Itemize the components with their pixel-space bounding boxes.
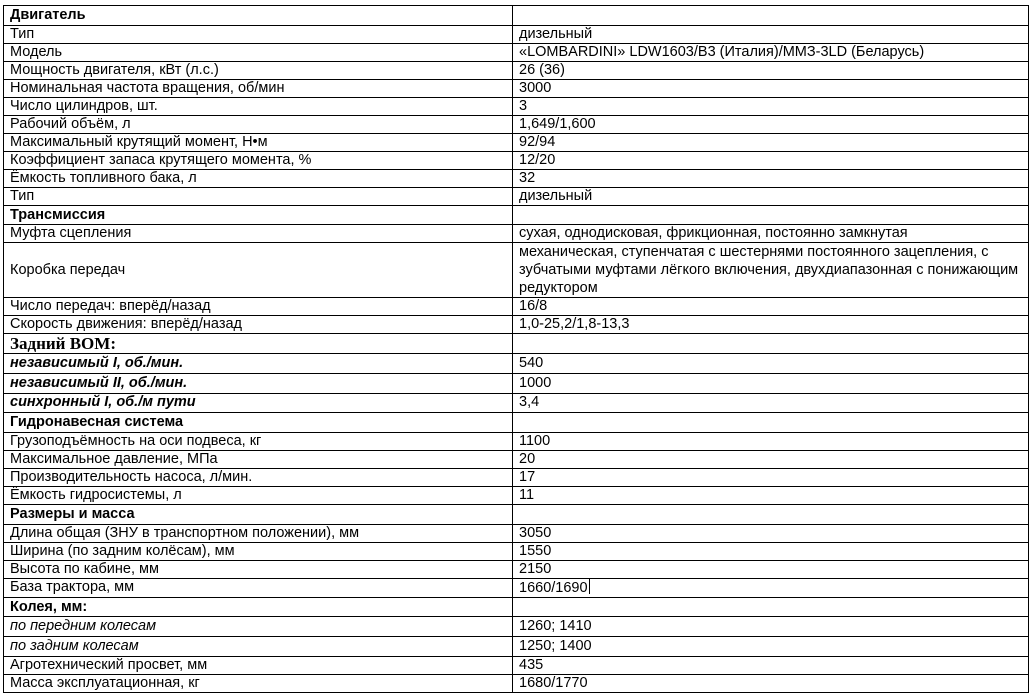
table-row <box>4 6 1029 26</box>
spec-parameter-text: Агротехнический просвет, мм <box>10 657 208 673</box>
table-row <box>4 298 1029 316</box>
table-row <box>4 334 1029 354</box>
table-row <box>4 43 1029 61</box>
spec-parameter-text: Скорость движения: вперёд/назад <box>10 316 243 333</box>
spec-parameter-cell[interactable] <box>4 61 513 79</box>
table-row <box>4 97 1029 115</box>
spec-parameter-text: Двигатель <box>10 6 86 23</box>
spec-value-cell[interactable] <box>513 657 1029 675</box>
table-row <box>4 316 1029 334</box>
spec-parameter-text: Муфта сцепления <box>10 225 132 242</box>
spec-parameter-text: Коэффициент запаса крутящего момента, % <box>10 151 312 168</box>
spec-value-cell[interactable] <box>513 675 1029 693</box>
spec-parameter-cell[interactable] <box>4 151 513 169</box>
spec-parameter-text: по передним колесам <box>10 618 157 635</box>
spec-value-text: 1,0-25,2/1,8-13,3 <box>519 316 630 333</box>
spec-parameter-cell[interactable] <box>4 6 513 26</box>
spec-parameter-cell[interactable] <box>4 524 513 542</box>
spec-parameter-cell[interactable] <box>4 657 513 675</box>
spec-value-text: дизельный <box>519 187 593 204</box>
spec-value-cell[interactable] <box>513 413 1029 433</box>
spec-parameter-cell[interactable] <box>4 205 513 225</box>
spec-parameter-cell[interactable] <box>4 637 513 657</box>
spec-value-text: 32 <box>519 169 536 186</box>
spec-parameter-text: Ёмкость гидросистемы, л <box>10 487 182 504</box>
spec-parameter-text: синхронный I, об./м пути <box>10 394 196 411</box>
table-row <box>4 451 1029 469</box>
spec-value-cell[interactable] <box>513 97 1029 115</box>
spec-value-cell[interactable] <box>513 205 1029 225</box>
spec-value-cell[interactable] <box>513 25 1029 43</box>
spec-parameter-cell[interactable] <box>4 487 513 505</box>
spec-parameter-text: Размеры и масса <box>10 505 135 522</box>
spec-parameter-cell[interactable] <box>4 433 513 451</box>
spec-parameter-cell[interactable] <box>4 169 513 187</box>
table-row <box>4 413 1029 433</box>
spec-value-text: 11 <box>519 487 535 504</box>
spec-parameter-text: Масса эксплуатационная, кг <box>10 675 200 691</box>
table-row <box>4 542 1029 560</box>
spec-value-cell[interactable] <box>513 542 1029 560</box>
table-row <box>4 79 1029 97</box>
spec-parameter-text: Максимальный крутящий момент, Н•м <box>10 133 268 150</box>
spec-value-text: 1,649/1,600 <box>519 115 596 132</box>
table-row <box>4 115 1029 133</box>
spec-parameter-text: Коробка передач <box>10 262 126 279</box>
table-row <box>4 657 1029 675</box>
spec-value-cell[interactable] <box>513 243 1029 298</box>
spec-value-text: 12/20 <box>519 151 556 168</box>
spec-parameter-cell[interactable] <box>4 243 513 298</box>
spec-parameter-text: Максимальное давление, МПа <box>10 451 218 468</box>
spec-value-text: 20 <box>519 451 536 468</box>
spec-value-text: 3 <box>519 97 528 114</box>
spec-parameter-cell[interactable] <box>4 115 513 133</box>
spec-parameter-cell[interactable] <box>4 354 513 374</box>
table-row <box>4 578 1029 597</box>
spec-value-text: 1660/1690 <box>519 579 588 596</box>
spec-parameter-cell[interactable] <box>4 578 513 597</box>
table-row <box>4 617 1029 637</box>
spec-value-text: 16/8 <box>519 298 548 315</box>
spec-value-cell[interactable] <box>513 469 1029 487</box>
spec-parameter-cell[interactable] <box>4 97 513 115</box>
spec-parameter-cell[interactable] <box>4 316 513 334</box>
spec-value-cell[interactable] <box>513 115 1029 133</box>
table-row <box>4 560 1029 578</box>
table-row <box>4 151 1029 169</box>
spec-value-text: механическая, ступенчатая с шестернями постоянного зацепления, с зубчатыми муфтами лёгкого включения, двухдиапазонная с понижающим редуктором <box>519 244 1019 297</box>
spec-parameter-text: независимый II, об./мин. <box>10 374 188 391</box>
table-row <box>4 393 1029 413</box>
spec-value-text: 1100 <box>519 433 551 450</box>
table-row <box>4 675 1029 693</box>
spec-value-text: 3,4 <box>519 394 540 411</box>
spec-parameter-cell[interactable] <box>4 617 513 637</box>
table-row <box>4 169 1029 187</box>
spec-value-cell[interactable] <box>513 334 1029 354</box>
spec-value-cell[interactable] <box>513 43 1029 61</box>
table-row <box>4 469 1029 487</box>
spec-value-cell[interactable] <box>513 578 1029 597</box>
spec-parameter-text: Ширина (по задним колёсам), мм <box>10 542 235 559</box>
spec-table <box>3 5 1029 693</box>
table-row <box>4 205 1029 225</box>
spec-value-text: 2150 <box>519 560 552 577</box>
spec-parameter-cell[interactable] <box>4 597 513 617</box>
spec-parameter-text: Рабочий объём, л <box>10 115 131 132</box>
spec-value-text: сухая, однодисковая, фрикционная, постоянно замкнутая <box>519 225 908 242</box>
table-row <box>4 433 1029 451</box>
table-row <box>4 505 1029 525</box>
spec-value-cell[interactable] <box>513 617 1029 637</box>
spec-parameter-cell[interactable] <box>4 334 513 354</box>
spec-value-cell[interactable] <box>513 169 1029 187</box>
spec-parameter-text: Тип <box>10 187 35 204</box>
spec-value-text: 3000 <box>519 79 552 96</box>
spec-parameter-text: Гидронавесная система <box>10 414 184 431</box>
spec-value-text: 1550 <box>519 542 552 559</box>
spec-value-text: 1250; 1400 <box>519 638 592 655</box>
spec-parameter-cell[interactable] <box>4 43 513 61</box>
spec-value-cell[interactable] <box>513 560 1029 578</box>
table-row <box>4 187 1029 205</box>
table-row <box>4 61 1029 79</box>
spec-parameter-text: Модель <box>10 43 63 60</box>
spec-value-cell[interactable] <box>513 393 1029 413</box>
spec-value-cell[interactable] <box>513 316 1029 334</box>
spec-value-cell[interactable] <box>513 79 1029 97</box>
spec-value-text: дизельный <box>519 25 593 42</box>
spec-parameter-text: Грузоподъёмность на оси подвеса, кг <box>10 433 262 450</box>
spec-value-text: 26 (36) <box>519 61 565 78</box>
spec-value-cell[interactable] <box>513 6 1029 26</box>
spec-value-text: 3050 <box>519 524 552 541</box>
spec-parameter-cell[interactable] <box>4 451 513 469</box>
spec-value-text: 92/94 <box>519 133 556 150</box>
spec-parameter-text: Ёмкость топливного бака, л <box>10 169 197 186</box>
spec-value-cell[interactable] <box>513 373 1029 393</box>
spec-parameter-text: независимый I, об./мин. <box>10 355 184 372</box>
spec-parameter-cell[interactable] <box>4 560 513 578</box>
spec-parameter-text: Число передач: вперёд/назад <box>10 298 211 315</box>
spec-value-cell[interactable] <box>513 505 1029 525</box>
spec-parameter-text: Тип <box>10 25 35 42</box>
spec-value-cell[interactable] <box>513 451 1029 469</box>
table-row <box>4 225 1029 243</box>
spec-parameter-cell[interactable] <box>4 133 513 151</box>
spec-value-text: 17 <box>519 469 536 486</box>
spec-value-cell[interactable] <box>513 61 1029 79</box>
spec-parameter-cell[interactable] <box>4 413 513 433</box>
spec-parameter-cell[interactable] <box>4 298 513 316</box>
spec-value-cell[interactable] <box>513 225 1029 243</box>
spec-parameter-text: Трансмиссия <box>10 206 106 223</box>
spec-value-cell[interactable] <box>513 133 1029 151</box>
table-row <box>4 243 1029 298</box>
spec-parameter-cell[interactable] <box>4 25 513 43</box>
spec-parameter-text: Высота по кабине, мм <box>10 560 159 577</box>
spec-parameter-text: Колея, мм: <box>10 598 88 615</box>
spec-value-text: «LOMBARDINI» LDW1603/B3 (Италия)/ММЗ-3LD (Беларусь) <box>519 43 925 60</box>
table-row <box>4 637 1029 657</box>
table-row <box>4 487 1029 505</box>
spec-value-cell[interactable] <box>513 487 1029 505</box>
spec-parameter-cell[interactable] <box>4 79 513 97</box>
spec-value-cell[interactable] <box>513 597 1029 617</box>
table-row <box>4 597 1029 617</box>
spec-parameter-cell[interactable] <box>4 542 513 560</box>
spec-parameter-text: Мощность двигателя, кВт (л.с.) <box>10 61 219 78</box>
spec-value-text: 1000 <box>519 374 552 391</box>
spec-parameter-cell[interactable] <box>4 373 513 393</box>
text-cursor-caret <box>589 579 590 594</box>
spec-parameter-text: Производительность насоса, л/мин. <box>10 469 253 486</box>
spec-parameter-cell[interactable] <box>4 469 513 487</box>
spec-value-text: 1260; 1410 <box>519 618 592 635</box>
spec-value-cell[interactable] <box>513 637 1029 657</box>
spec-parameter-text: Длина общая (ЗНУ в транспортном положении), мм <box>10 524 360 541</box>
spec-value-cell[interactable] <box>513 524 1029 542</box>
spec-parameter-text: Число цилиндров, шт. <box>10 97 158 114</box>
spec-value-cell[interactable] <box>513 354 1029 374</box>
spec-parameter-text: База трактора, мм <box>10 579 135 596</box>
spec-parameter-cell[interactable] <box>4 675 513 693</box>
spec-value-cell[interactable] <box>513 151 1029 169</box>
spec-value-cell[interactable] <box>513 187 1029 205</box>
spec-value-cell[interactable] <box>513 298 1029 316</box>
spec-parameter-text: по задним колесам <box>10 638 139 655</box>
spec-value-text: 540 <box>519 355 544 372</box>
spec-value-cell[interactable] <box>513 433 1029 451</box>
spec-parameter-cell[interactable] <box>4 505 513 525</box>
spec-value-text: 435 <box>519 657 544 673</box>
spec-parameter-cell[interactable] <box>4 187 513 205</box>
table-row <box>4 354 1029 374</box>
table-row <box>4 373 1029 393</box>
table-row <box>4 25 1029 43</box>
spec-parameter-cell[interactable] <box>4 393 513 413</box>
spec-parameter-text: Номинальная частота вращения, об/мин <box>10 79 285 96</box>
table-row <box>4 133 1029 151</box>
spec-parameter-cell[interactable] <box>4 225 513 243</box>
table-row <box>4 524 1029 542</box>
spec-value-text: 1680/1770 <box>519 675 588 691</box>
spec-parameter-text: Задний ВОМ: <box>10 334 116 354</box>
